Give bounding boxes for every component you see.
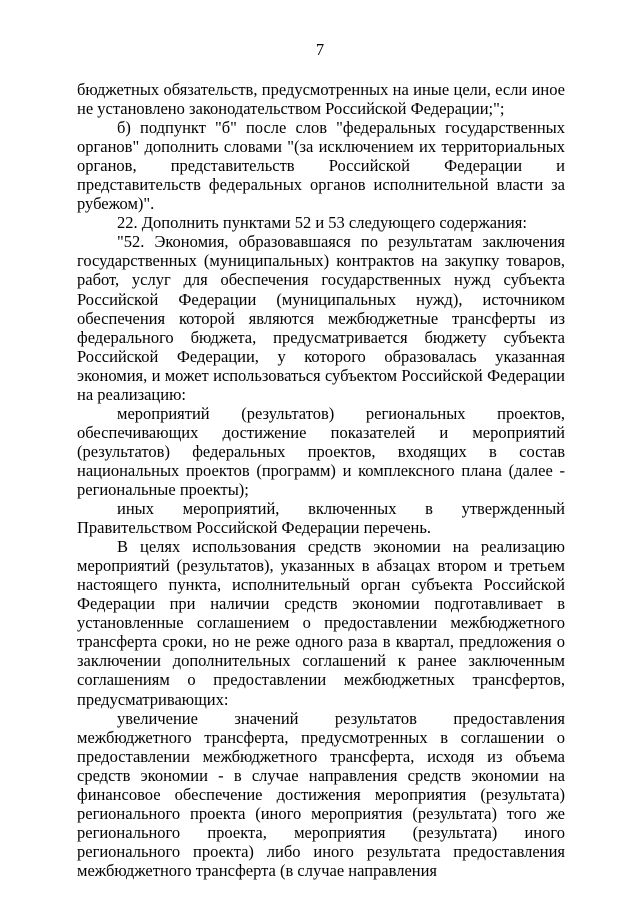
paragraph: б) подпункт "б" после слов "федеральных государственных органов" дополнить словами "(за исключением их территориальных органов, представительств Российской Федерации и представительств федеральных органов исполнительной власти за рубежом)". bbox=[77, 118, 565, 214]
page-number: 7 bbox=[315, 40, 325, 59]
paragraph: "52. Экономия, образовавшаяся по результатам заключения государственных (муниципальных) контрактов на закупку товаров, работ, услуг для обеспечения государственных нужд субъекта Российской Федерации (муниципальных нужд), источником обеспечения которой являются межбюджетные трансферты из федерального бюджета, предусматривается бюджету субъекта Российской Федерации, у которого образовалась указанная экономия, и может использоваться субъектом Российской Федерации на реализацию: bbox=[77, 232, 565, 404]
paragraph: бюджетных обязательств, предусмотренных на иные цели, если иное не установлено законодательством Российской Федерации;"; bbox=[77, 80, 565, 119]
paragraph: В целях использования средств экономии на реализацию мероприятий (результатов), указанных в абзацах втором и третьем настоящего пункта, исполнительный орган субъекта Российской Федерации при наличии средств экономии подготавливает в установленные соглашением о предоставлении межбюджетного трансферта сроки, но не реже одного раза в квартал, предложения о заключении дополнительных соглашений к ранее заключенным соглашениям о предоставлении межбюджетных трансфертов, предусматривающих: bbox=[77, 537, 565, 709]
document-body bbox=[77, 80, 565, 880]
paragraph: 22. Дополнить пунктами 52 и 53 следующего содержания: bbox=[117, 213, 527, 233]
paragraph: увеличение значений результатов предоставления межбюджетного трансферта, предусмотренных в соглашении о предоставлении межбюджетного трансферта, исходя из объема средств экономии - в случае направления средств экономии на финансовое обеспечение достижения мероприятия (результата) регионального проекта (иного мероприятия (результата) того же регионального проекта, мероприятия (результата) иного регионального проекта) либо иного результата предоставления межбюджетного трансферта (в случае направления bbox=[77, 708, 565, 880]
paragraph: мероприятий (результатов) региональных проектов, обеспечивающих достижение показателей и мероприятий (результатов) федеральных проектов, входящих в состав национальных проектов (программ) и комплексного плана (далее - региональные проекты); bbox=[77, 403, 565, 499]
paragraph: иных мероприятий, включенных в утвержденный Правительством Российской Федерации перечень. bbox=[77, 499, 565, 538]
